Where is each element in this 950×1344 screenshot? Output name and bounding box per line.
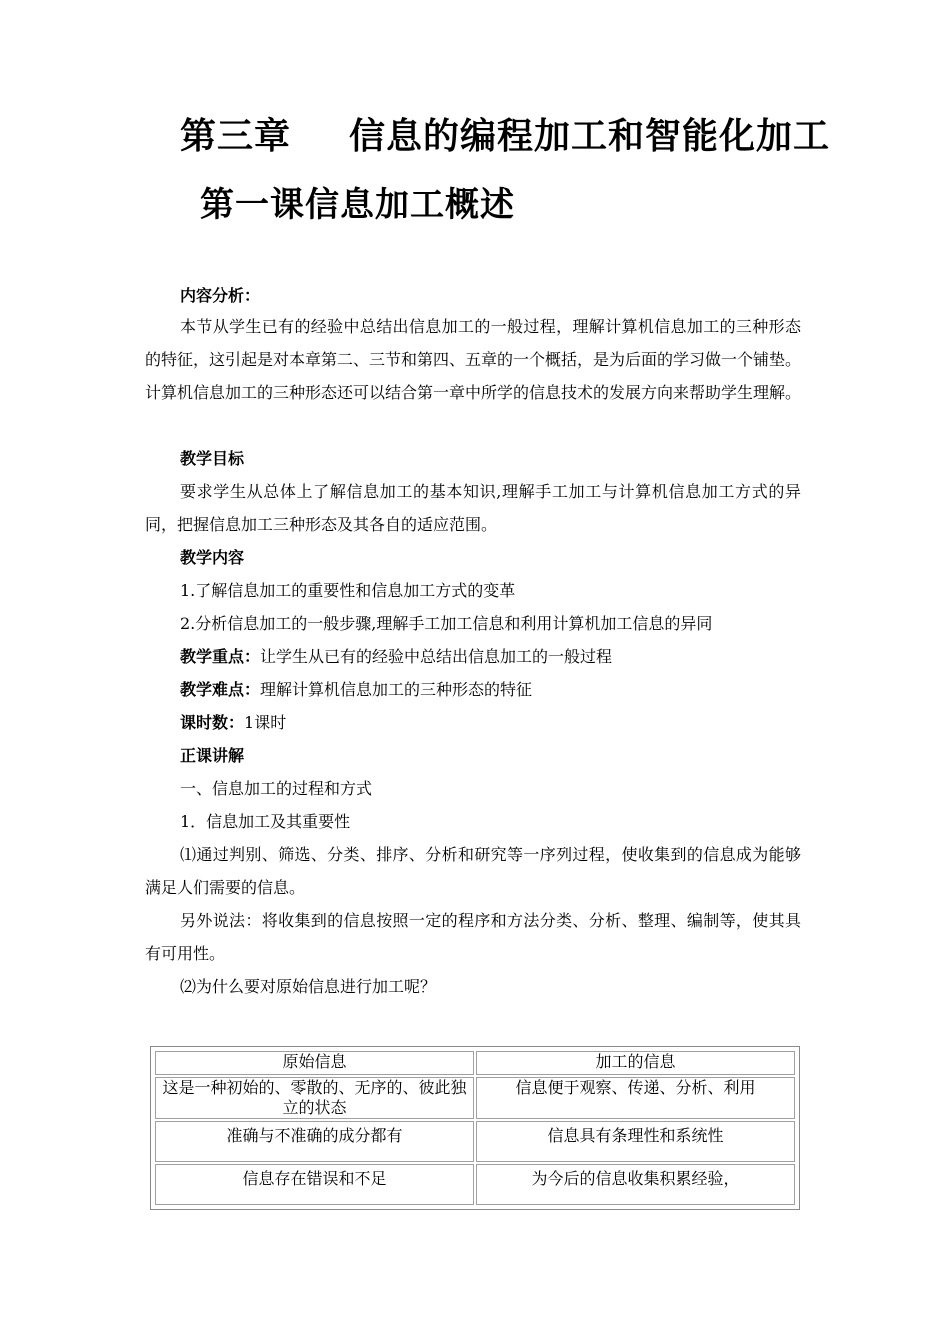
difficulty-label: 教学难点： xyxy=(180,680,261,699)
lecture-paragraph-3: ⑵为什么要对原始信息进行加工呢？ xyxy=(180,977,437,996)
content-analysis-heading: 内容分析： xyxy=(180,286,261,305)
content-analysis-text: 本节从学生已有的经验中总结出信息加工的一般过程，理解计算机信息加工的三种形态的特征，这引起是对本章第二、三节和第四、五章的一个概括，是为后面的学习做一个铺垫。计算机信息加工的三种形态还可以结合第一章中所学的信息技术的发展方向来帮助学生理解。 xyxy=(145,317,802,402)
lecture-subsection-1: 1．信息加工及其重要性 xyxy=(180,812,351,831)
lecture-paragraph-1: ⑴通过判别、筛选、分类、排序、分析和研究等一序列过程，使收集到的信息成为能够满足人们需要的信息。 xyxy=(145,845,801,897)
key-point-text: 让学生从已有的经验中总结出信息加工的一般过程 xyxy=(260,647,613,666)
chapter-number: 第三章 xyxy=(180,116,292,157)
table-cell: 信息具有条理性和系统性 xyxy=(476,1121,795,1162)
key-point-line xyxy=(180,640,850,673)
table-header-row xyxy=(155,1051,795,1075)
table-cell: 这是一种初始的、零散的、无序的、彼此独立的状态 xyxy=(155,1077,474,1119)
teaching-content-item-2: 2.分析信息加工的一般步骤,理解手工加工信息和利用计算机加工信息的异同 xyxy=(180,614,713,633)
objectives-heading: 教学目标 xyxy=(180,449,245,468)
hours-label: 课时数： xyxy=(180,713,245,732)
difficulty-text: 理解计算机信息加工的三种形态的特征 xyxy=(260,680,533,699)
table-row xyxy=(155,1164,795,1205)
lesson-title: 第一课信息加工概述 xyxy=(200,185,515,225)
teaching-content-item-1: 1.了解信息加工的重要性和信息加工方式的变革 xyxy=(180,581,516,600)
table-cell: 信息存在错误和不足 xyxy=(155,1164,474,1205)
table-cell: 信息便于观察、传递、分析、利用 xyxy=(476,1077,795,1119)
key-point-label: 教学重点： xyxy=(180,647,261,666)
lecture-section-1: 一、信息加工的过程和方式 xyxy=(180,779,373,798)
hours-text: 1课时 xyxy=(244,713,287,732)
chapter-name: 信息的编程加工和智能化加工 xyxy=(349,116,831,157)
lecture-paragraph-2: 另外说法：将收集到的信息按照一定的程序和方法分类、分析、整理、编制等，使其具有可用性。 xyxy=(145,911,801,963)
difficulty-line xyxy=(180,673,850,706)
table-row xyxy=(155,1077,795,1119)
table-header-processed: 加工的信息 xyxy=(476,1051,795,1075)
lecture-heading: 正课讲解 xyxy=(180,746,245,765)
comparison-table xyxy=(150,1046,800,1210)
teaching-content-heading: 教学内容 xyxy=(180,548,245,567)
table-header-original: 原始信息 xyxy=(155,1051,474,1075)
table-row xyxy=(155,1121,795,1162)
objectives-text: 要求学生从总体上了解信息加工的基本知识,理解手工加工与计算机信息加工方式的异同，把握信息加工三种形态及其各自的适应范围。 xyxy=(145,482,801,534)
hours-line xyxy=(180,706,850,739)
table-cell: 准确与不准确的成分都有 xyxy=(155,1121,474,1162)
table-cell: 为今后的信息收集积累经验， xyxy=(476,1164,795,1205)
chapter-title xyxy=(180,112,830,162)
